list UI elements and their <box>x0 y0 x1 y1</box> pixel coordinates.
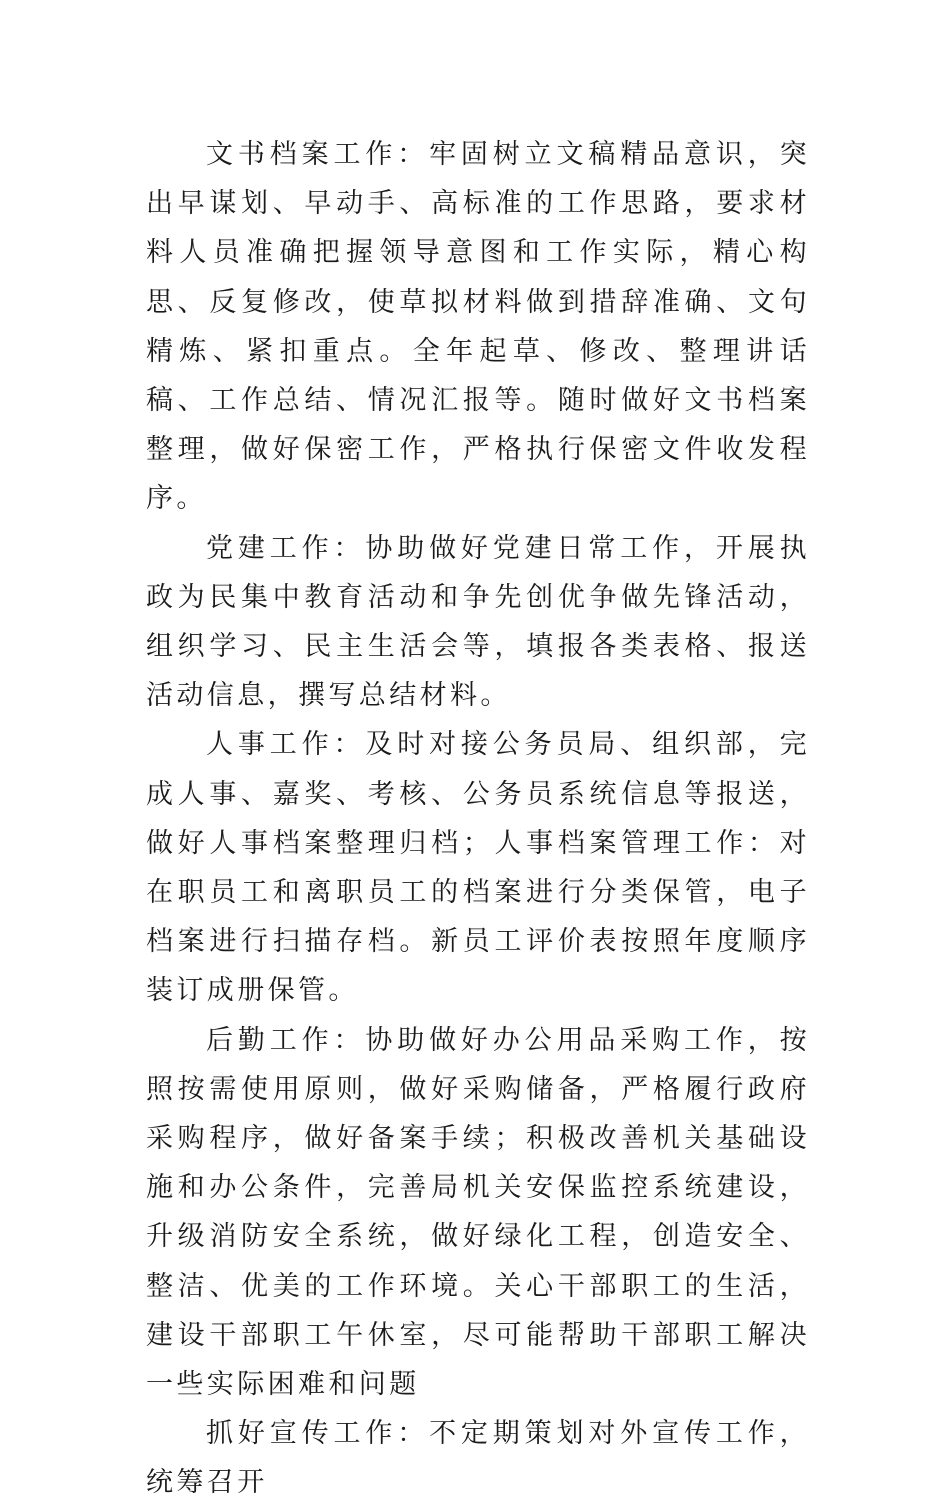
paragraph-logistics-work: 后勤工作：协助做好办公用品采购工作，按照按需使用原则，做好采购储备，严格履行政府采购程序，做好备案手续；积极改善机关基础设施和办公条件，完善局机关安保监控系统建设，升级消防安全系统，做好绿化工程，创造安全、整洁、优美的工作环境。关心干部职工的生活，建设干部职工午休室，尽可能帮助干部职工解决一些实际困难和问题 <box>146 1024 810 1401</box>
paragraph-archives-work: 文书档案工作：牢固树立文稿精品意识，突出早谋划、早动手、高标准的工作思路，要求材料人员准确把握领导意图和工作实际，精心构思、反复修改，使草拟材料做到措辞准确、文句精炼、紧扣重点。全年起草、修改、整理讲话稿、工作总结、情况汇报等。随时做好文书档案整理，做好保密工作，严格执行保密文件收发程序。 <box>146 139 810 515</box>
paragraph-publicity-work: 抓好宣传工作：不定期策划对外宣传工作，统筹召开 <box>146 1418 810 1499</box>
document-body <box>146 130 810 1508</box>
paragraph-personnel-work: 人事工作：及时对接公务员局、组织部，完成人事、嘉奖、考核、公务员系统信息等报送，做好人事档案整理归档；人事档案管理工作：对在职员工和离职员工的档案进行分类保管，电子档案进行扫描存档。新员工评价表按照年度顺序装订成册保管。 <box>146 729 810 1007</box>
paragraph-party-building: 党建工作：协助做好党建日常工作，开展执政为民集中教育活动和争先创优争做先锋活动，组织学习、民主生活会等，填报各类表格、报送活动信息，撰写总结材料。 <box>146 532 810 712</box>
